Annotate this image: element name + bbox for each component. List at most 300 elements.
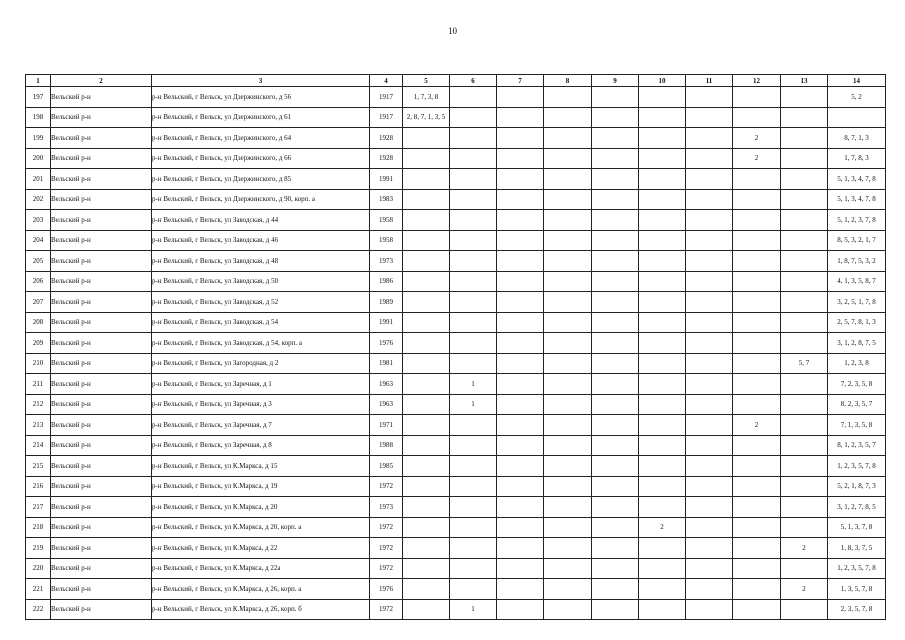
district-cell: Вельский р-н <box>51 415 152 436</box>
row-number-cell: 221 <box>26 579 51 600</box>
column-header-6: 6 <box>450 75 497 87</box>
table-row <box>26 230 886 251</box>
value-cell-col-5 <box>403 169 450 190</box>
value-cell-col-9 <box>592 292 639 313</box>
value-cell-col-11 <box>686 312 733 333</box>
value-cell-col-12 <box>733 497 781 518</box>
table-body <box>26 87 886 620</box>
row-number-cell: 201 <box>26 169 51 190</box>
value-cell-col-9 <box>592 251 639 272</box>
year-cell: 1991 <box>370 169 403 190</box>
value-cell-col-11 <box>686 251 733 272</box>
value-cell-col-7 <box>497 169 544 190</box>
value-cell-col-9 <box>592 497 639 518</box>
value-cell-col-13 <box>781 435 828 456</box>
value-cell-col-10 <box>639 415 686 436</box>
value-cell-col-13 <box>781 107 828 128</box>
value-cell-col-5 <box>403 353 450 374</box>
value-cell-col-14 <box>828 107 886 128</box>
value-cell-col-14: 5, 2, 1, 8, 7, 3 <box>828 476 886 497</box>
year-cell: 1988 <box>370 435 403 456</box>
value-cell-col-6 <box>450 292 497 313</box>
table-row <box>26 107 886 128</box>
value-cell-col-9 <box>592 353 639 374</box>
address-cell: р-н Вельский, г Вельск, ул Заводская, д 46 <box>152 230 370 251</box>
address-cell: р-н Вельский, г Вельск, ул Заводская, д 54 <box>152 312 370 333</box>
year-cell: 1989 <box>370 292 403 313</box>
value-cell-col-10 <box>639 271 686 292</box>
value-cell-col-9 <box>592 374 639 395</box>
value-cell-col-11 <box>686 415 733 436</box>
row-number-cell: 199 <box>26 128 51 149</box>
value-cell-col-8 <box>544 579 592 600</box>
table-row <box>26 538 886 559</box>
value-cell-col-6: 1 <box>450 599 497 620</box>
value-cell-col-13 <box>781 189 828 210</box>
district-cell: Вельский р-н <box>51 87 152 108</box>
value-cell-col-9 <box>592 558 639 579</box>
row-number-cell: 220 <box>26 558 51 579</box>
value-cell-col-9 <box>592 169 639 190</box>
value-cell-col-5 <box>403 435 450 456</box>
value-cell-col-14: 2, 3, 5, 7, 8 <box>828 599 886 620</box>
table-row <box>26 415 886 436</box>
value-cell-col-7 <box>497 107 544 128</box>
value-cell-col-8 <box>544 87 592 108</box>
value-cell-col-9 <box>592 333 639 354</box>
value-cell-col-11 <box>686 169 733 190</box>
district-cell: Вельский р-н <box>51 517 152 538</box>
value-cell-col-11 <box>686 210 733 231</box>
value-cell-col-14: 5, 1, 3, 4, 7, 8 <box>828 169 886 190</box>
value-cell-col-8 <box>544 128 592 149</box>
value-cell-col-6 <box>450 312 497 333</box>
value-cell-col-12 <box>733 476 781 497</box>
address-cell: р-н Вельский, г Вельск, ул Заводская, д 48 <box>152 251 370 272</box>
table-row <box>26 128 886 149</box>
district-cell: Вельский р-н <box>51 189 152 210</box>
value-cell-col-6 <box>450 169 497 190</box>
value-cell-col-6 <box>450 476 497 497</box>
value-cell-col-14: 1, 7, 8, 3 <box>828 148 886 169</box>
value-cell-col-9 <box>592 148 639 169</box>
value-cell-col-10 <box>639 374 686 395</box>
address-cell: р-н Вельский, г Вельск, ул К.Маркса, д 20 <box>152 497 370 518</box>
value-cell-col-7 <box>497 353 544 374</box>
year-cell: 1917 <box>370 107 403 128</box>
value-cell-col-14: 7, 1, 3, 5, 8 <box>828 415 886 436</box>
column-header-3: 3 <box>152 75 370 87</box>
value-cell-col-8 <box>544 558 592 579</box>
value-cell-col-8 <box>544 374 592 395</box>
address-cell: р-н Вельский, г Вельск, ул Загородная, д 2 <box>152 353 370 374</box>
value-cell-col-7 <box>497 333 544 354</box>
address-cell: р-н Вельский, г Вельск, ул Дзержинского, д 56 <box>152 87 370 108</box>
district-cell: Вельский р-н <box>51 292 152 313</box>
table-row <box>26 374 886 395</box>
value-cell-col-14: 3, 1, 2, 7, 8, 5 <box>828 497 886 518</box>
address-cell: р-н Вельский, г Вельск, ул Заводская, д 44 <box>152 210 370 231</box>
table-row <box>26 292 886 313</box>
address-cell: р-н Вельский, г Вельск, ул Заречная, д 8 <box>152 435 370 456</box>
value-cell-col-10 <box>639 456 686 477</box>
value-cell-col-13 <box>781 148 828 169</box>
value-cell-col-8 <box>544 210 592 231</box>
value-cell-col-5: 2, 8, 7, 1, 3, 5 <box>403 107 450 128</box>
value-cell-col-6 <box>450 517 497 538</box>
district-cell: Вельский р-н <box>51 169 152 190</box>
value-cell-col-9 <box>592 312 639 333</box>
year-cell: 1972 <box>370 558 403 579</box>
district-cell: Вельский р-н <box>51 333 152 354</box>
value-cell-col-12 <box>733 169 781 190</box>
table-row <box>26 435 886 456</box>
value-cell-col-11 <box>686 271 733 292</box>
value-cell-col-14: 1, 2, 3, 5, 7, 8 <box>828 456 886 477</box>
value-cell-col-7 <box>497 579 544 600</box>
value-cell-col-11 <box>686 456 733 477</box>
value-cell-col-5 <box>403 271 450 292</box>
value-cell-col-12 <box>733 312 781 333</box>
page-number: 10 <box>448 26 457 36</box>
district-cell: Вельский р-н <box>51 148 152 169</box>
value-cell-col-7 <box>497 435 544 456</box>
table-row <box>26 312 886 333</box>
value-cell-col-8 <box>544 353 592 374</box>
row-number-cell: 214 <box>26 435 51 456</box>
value-cell-col-7 <box>497 599 544 620</box>
year-cell: 1991 <box>370 312 403 333</box>
value-cell-col-12 <box>733 333 781 354</box>
value-cell-col-6 <box>450 210 497 231</box>
value-cell-col-5 <box>403 476 450 497</box>
value-cell-col-10 <box>639 169 686 190</box>
value-cell-col-5 <box>403 374 450 395</box>
value-cell-col-6 <box>450 579 497 600</box>
year-cell: 1971 <box>370 415 403 436</box>
row-number-cell: 222 <box>26 599 51 620</box>
column-header-14: 14 <box>828 75 886 87</box>
value-cell-col-12: 2 <box>733 415 781 436</box>
value-cell-col-10 <box>639 476 686 497</box>
value-cell-col-12 <box>733 87 781 108</box>
value-cell-col-13 <box>781 517 828 538</box>
value-cell-col-7 <box>497 230 544 251</box>
value-cell-col-6 <box>450 107 497 128</box>
value-cell-col-6 <box>450 230 497 251</box>
row-number-cell: 208 <box>26 312 51 333</box>
value-cell-col-10 <box>639 333 686 354</box>
value-cell-col-11 <box>686 189 733 210</box>
value-cell-col-5 <box>403 128 450 149</box>
value-cell-col-5: 1, 7, 3, 8 <box>403 87 450 108</box>
column-header-2: 2 <box>51 75 152 87</box>
value-cell-col-14: 8, 5, 3, 2, 1, 7 <box>828 230 886 251</box>
value-cell-col-5 <box>403 456 450 477</box>
value-cell-col-5 <box>403 230 450 251</box>
row-number-cell: 198 <box>26 107 51 128</box>
value-cell-col-14: 3, 1, 2, 8, 7, 5 <box>828 333 886 354</box>
value-cell-col-6 <box>450 435 497 456</box>
value-cell-col-5 <box>403 599 450 620</box>
value-cell-col-6 <box>450 497 497 518</box>
table-row <box>26 497 886 518</box>
district-cell: Вельский р-н <box>51 374 152 395</box>
value-cell-col-9 <box>592 230 639 251</box>
value-cell-col-11 <box>686 333 733 354</box>
value-cell-col-12 <box>733 456 781 477</box>
district-cell: Вельский р-н <box>51 210 152 231</box>
value-cell-col-7 <box>497 415 544 436</box>
buildings-table <box>25 74 886 620</box>
table-row <box>26 558 886 579</box>
district-cell: Вельский р-н <box>51 538 152 559</box>
value-cell-col-10 <box>639 128 686 149</box>
value-cell-col-14: 8, 2, 3, 5, 7 <box>828 394 886 415</box>
value-cell-col-7 <box>497 476 544 497</box>
district-cell: Вельский р-н <box>51 558 152 579</box>
value-cell-col-13: 2 <box>781 579 828 600</box>
value-cell-col-12 <box>733 394 781 415</box>
value-cell-col-13 <box>781 476 828 497</box>
value-cell-col-13 <box>781 128 828 149</box>
table-row <box>26 394 886 415</box>
year-cell: 1972 <box>370 538 403 559</box>
value-cell-col-13 <box>781 497 828 518</box>
value-cell-col-12: 2 <box>733 148 781 169</box>
value-cell-col-10 <box>639 87 686 108</box>
value-cell-col-9 <box>592 210 639 231</box>
value-cell-col-11 <box>686 538 733 559</box>
value-cell-col-11 <box>686 87 733 108</box>
value-cell-col-11 <box>686 394 733 415</box>
value-cell-col-6 <box>450 456 497 477</box>
value-cell-col-8 <box>544 169 592 190</box>
value-cell-col-9 <box>592 87 639 108</box>
row-number-cell: 209 <box>26 333 51 354</box>
value-cell-col-7 <box>497 558 544 579</box>
year-cell: 1963 <box>370 394 403 415</box>
value-cell-col-9 <box>592 107 639 128</box>
value-cell-col-5 <box>403 148 450 169</box>
value-cell-col-12 <box>733 353 781 374</box>
address-cell: р-н Вельский, г Вельск, ул Заречная, д 3 <box>152 394 370 415</box>
value-cell-col-8 <box>544 230 592 251</box>
value-cell-col-12 <box>733 189 781 210</box>
district-cell: Вельский р-н <box>51 271 152 292</box>
value-cell-col-9 <box>592 456 639 477</box>
row-number-cell: 202 <box>26 189 51 210</box>
value-cell-col-7 <box>497 374 544 395</box>
district-cell: Вельский р-н <box>51 107 152 128</box>
value-cell-col-14: 2, 5, 7, 8, 1, 3 <box>828 312 886 333</box>
value-cell-col-5 <box>403 579 450 600</box>
value-cell-col-13 <box>781 271 828 292</box>
value-cell-col-12 <box>733 210 781 231</box>
value-cell-col-13: 2 <box>781 538 828 559</box>
value-cell-col-11 <box>686 128 733 149</box>
value-cell-col-11 <box>686 292 733 313</box>
year-cell: 1986 <box>370 271 403 292</box>
value-cell-col-14: 8, 1, 2, 3, 5, 7 <box>828 435 886 456</box>
value-cell-col-8 <box>544 107 592 128</box>
value-cell-col-9 <box>592 271 639 292</box>
value-cell-col-6 <box>450 189 497 210</box>
year-cell: 1981 <box>370 353 403 374</box>
address-cell: р-н Вельский, г Вельск, ул К.Маркса, д 22 <box>152 538 370 559</box>
address-cell: р-н Вельский, г Вельск, ул К.Маркса, д 26, корп. б <box>152 599 370 620</box>
value-cell-col-6 <box>450 128 497 149</box>
value-cell-col-6: 1 <box>450 394 497 415</box>
value-cell-col-8 <box>544 394 592 415</box>
value-cell-col-6 <box>450 353 497 374</box>
column-header-13: 13 <box>781 75 828 87</box>
value-cell-col-12 <box>733 599 781 620</box>
value-cell-col-5 <box>403 517 450 538</box>
value-cell-col-11 <box>686 476 733 497</box>
value-cell-col-12 <box>733 558 781 579</box>
row-number-cell: 197 <box>26 87 51 108</box>
value-cell-col-10 <box>639 148 686 169</box>
value-cell-col-12 <box>733 435 781 456</box>
value-cell-col-11 <box>686 558 733 579</box>
address-cell: р-н Вельский, г Вельск, ул Заводская, д 52 <box>152 292 370 313</box>
value-cell-col-14: 7, 2, 3, 5, 8 <box>828 374 886 395</box>
address-cell: р-н Вельский, г Вельск, ул Дзержинского, д 64 <box>152 128 370 149</box>
row-number-cell: 213 <box>26 415 51 436</box>
value-cell-col-10: 2 <box>639 517 686 538</box>
value-cell-col-9 <box>592 415 639 436</box>
column-header-12: 12 <box>733 75 781 87</box>
value-cell-col-10 <box>639 107 686 128</box>
row-number-cell: 210 <box>26 353 51 374</box>
value-cell-col-6 <box>450 251 497 272</box>
value-cell-col-5 <box>403 210 450 231</box>
column-header-9: 9 <box>592 75 639 87</box>
district-cell: Вельский р-н <box>51 435 152 456</box>
district-cell: Вельский р-н <box>51 312 152 333</box>
value-cell-col-11 <box>686 374 733 395</box>
value-cell-col-8 <box>544 312 592 333</box>
value-cell-col-10 <box>639 538 686 559</box>
value-cell-col-12 <box>733 251 781 272</box>
value-cell-col-14: 4, 1, 3, 5, 8, 7 <box>828 271 886 292</box>
address-cell: р-н Вельский, г Вельск, ул К.Маркса, д 26, корп. а <box>152 579 370 600</box>
value-cell-col-14: 5, 2 <box>828 87 886 108</box>
row-number-cell: 219 <box>26 538 51 559</box>
table-row <box>26 476 886 497</box>
address-cell: р-н Вельский, г Вельск, ул Дзержинского, д 85 <box>152 169 370 190</box>
address-cell: р-н Вельский, г Вельск, ул Дзержинского, д 61 <box>152 107 370 128</box>
address-cell: р-н Вельский, г Вельск, ул Заречная, д 7 <box>152 415 370 436</box>
column-header-8: 8 <box>544 75 592 87</box>
address-cell: р-н Вельский, г Вельск, ул К.Маркса, д 15 <box>152 456 370 477</box>
year-cell: 1972 <box>370 476 403 497</box>
row-number-cell: 215 <box>26 456 51 477</box>
value-cell-col-8 <box>544 148 592 169</box>
value-cell-col-12 <box>733 230 781 251</box>
address-cell: р-н Вельский, г Вельск, ул Дзержинского, д 66 <box>152 148 370 169</box>
value-cell-col-11 <box>686 435 733 456</box>
year-cell: 1972 <box>370 517 403 538</box>
value-cell-col-7 <box>497 210 544 231</box>
value-cell-col-13 <box>781 292 828 313</box>
year-cell: 1963 <box>370 374 403 395</box>
table-row <box>26 579 886 600</box>
column-header-5: 5 <box>403 75 450 87</box>
value-cell-col-7 <box>497 148 544 169</box>
value-cell-col-9 <box>592 394 639 415</box>
year-cell: 1976 <box>370 333 403 354</box>
address-cell: р-н Вельский, г Вельск, ул К.Маркса, д 19 <box>152 476 370 497</box>
district-cell: Вельский р-н <box>51 353 152 374</box>
value-cell-col-11 <box>686 599 733 620</box>
value-cell-col-8 <box>544 456 592 477</box>
row-number-cell: 205 <box>26 251 51 272</box>
value-cell-col-7 <box>497 292 544 313</box>
table-row <box>26 251 886 272</box>
table-row <box>26 189 886 210</box>
year-cell: 1973 <box>370 251 403 272</box>
value-cell-col-7 <box>497 128 544 149</box>
row-number-cell: 200 <box>26 148 51 169</box>
value-cell-col-8 <box>544 189 592 210</box>
value-cell-col-14: 1, 3, 5, 7, 8 <box>828 579 886 600</box>
value-cell-col-7 <box>497 251 544 272</box>
value-cell-col-11 <box>686 148 733 169</box>
value-cell-col-6 <box>450 415 497 436</box>
value-cell-col-10 <box>639 210 686 231</box>
value-cell-col-10 <box>639 312 686 333</box>
address-cell: р-н Вельский, г Вельск, ул Заводская, д 54, корп. а <box>152 333 370 354</box>
value-cell-col-6 <box>450 538 497 559</box>
address-cell: р-н Вельский, г Вельск, ул Заречная, д 1 <box>152 374 370 395</box>
value-cell-col-13 <box>781 210 828 231</box>
value-cell-col-13 <box>781 169 828 190</box>
value-cell-col-10 <box>639 189 686 210</box>
row-number-cell: 206 <box>26 271 51 292</box>
value-cell-col-8 <box>544 497 592 518</box>
value-cell-col-7 <box>497 189 544 210</box>
value-cell-col-8 <box>544 517 592 538</box>
value-cell-col-11 <box>686 497 733 518</box>
value-cell-col-14: 1, 8, 3, 7, 5 <box>828 538 886 559</box>
value-cell-col-12: 2 <box>733 128 781 149</box>
value-cell-col-13 <box>781 558 828 579</box>
value-cell-col-8 <box>544 599 592 620</box>
value-cell-col-12 <box>733 292 781 313</box>
value-cell-col-5 <box>403 189 450 210</box>
value-cell-col-8 <box>544 251 592 272</box>
district-cell: Вельский р-н <box>51 456 152 477</box>
year-cell: 1958 <box>370 230 403 251</box>
value-cell-col-6 <box>450 87 497 108</box>
table-row <box>26 210 886 231</box>
year-cell: 1928 <box>370 128 403 149</box>
address-cell: р-н Вельский, г Вельск, ул К.Маркса, д 22а <box>152 558 370 579</box>
year-cell: 1985 <box>370 456 403 477</box>
value-cell-col-13 <box>781 415 828 436</box>
year-cell: 1958 <box>370 210 403 231</box>
value-cell-col-5 <box>403 394 450 415</box>
value-cell-col-13 <box>781 251 828 272</box>
row-number-cell: 212 <box>26 394 51 415</box>
value-cell-col-12 <box>733 271 781 292</box>
value-cell-col-6 <box>450 148 497 169</box>
row-number-cell: 211 <box>26 374 51 395</box>
table-row <box>26 517 886 538</box>
row-number-cell: 204 <box>26 230 51 251</box>
